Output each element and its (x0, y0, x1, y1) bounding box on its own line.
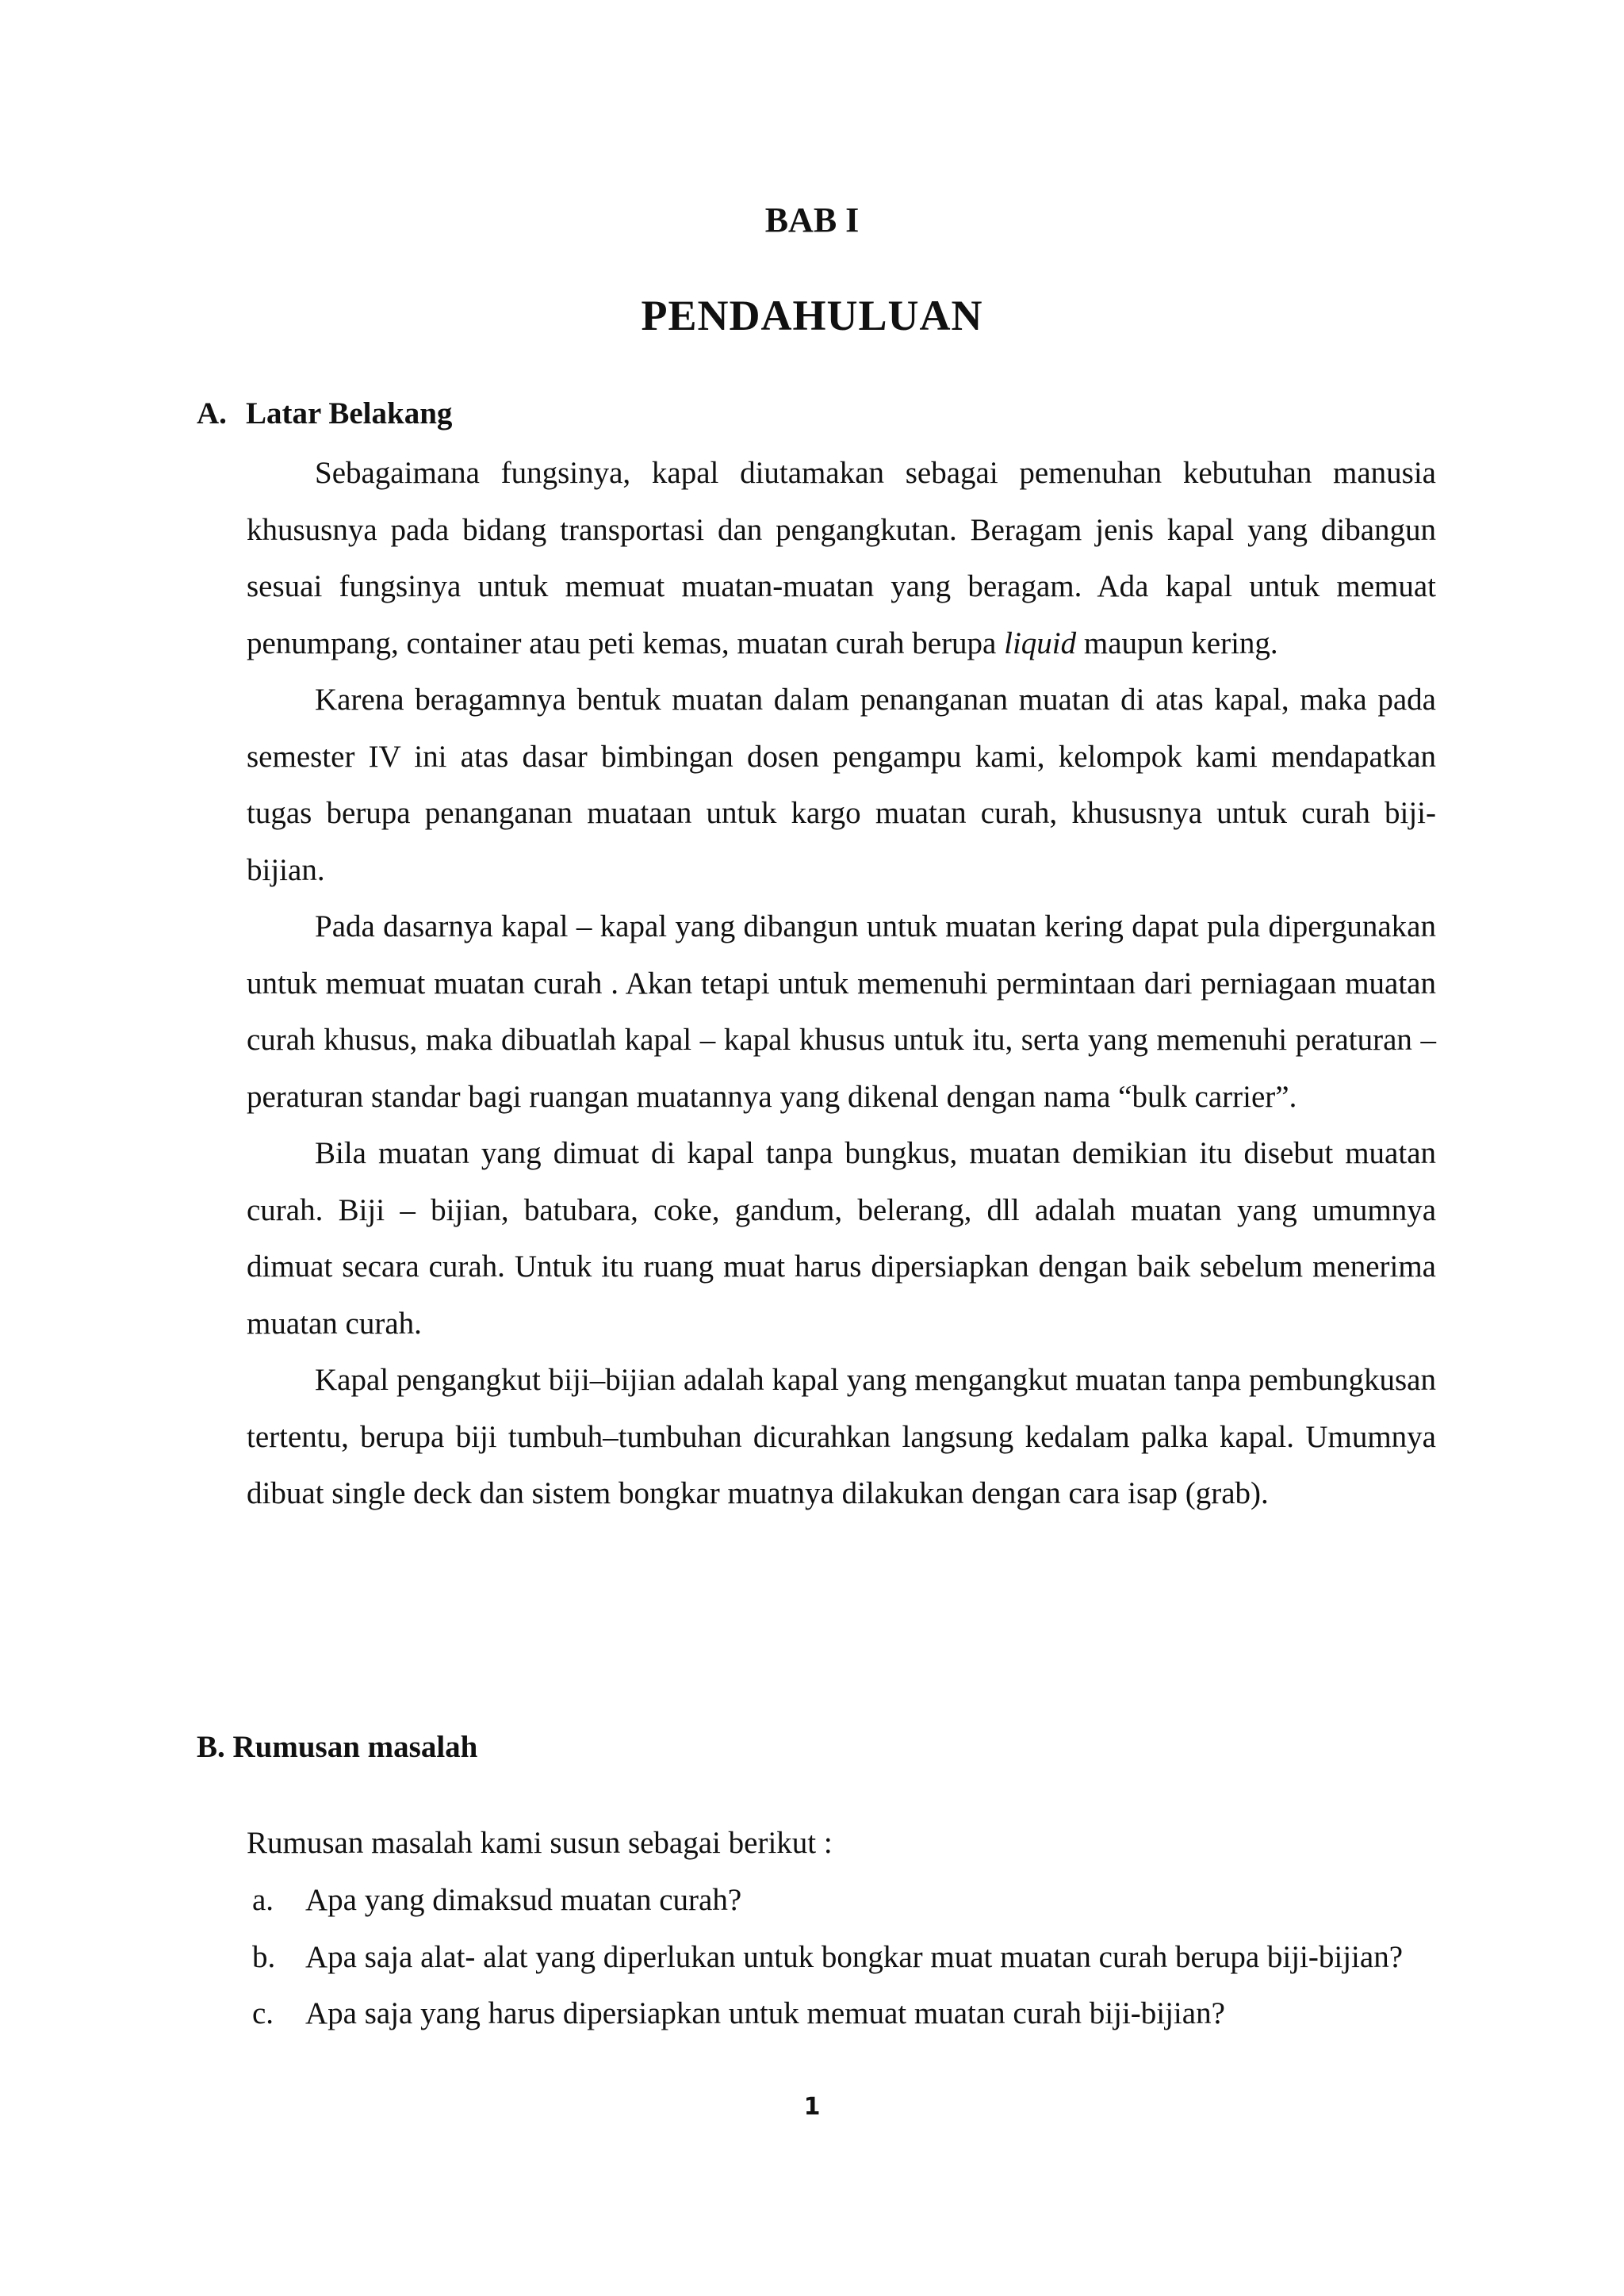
section-a-body (247, 445, 1436, 1522)
paragraph-4: Bila muatan yang dimuat di kapal tanpa bungkus, muatan demikian itu disebut muatan curah. Biji – bijian, batubara, coke, gandum, belerang, dll adalah muatan yang umumnya dimuat secara curah. Untuk itu ruang muat harus dipersiapkan dengan baik sebelum menerima muatan curah. (247, 1136, 1436, 1341)
list-item-text: Apa saja alat- alat yang diperlukan untuk bongkar muat muatan curah berupa biji-bijian? (305, 1939, 1404, 1974)
section-a-title: Latar Belakang (246, 396, 453, 430)
chapter-title: PENDAHULUAN (641, 292, 983, 339)
list-item-marker: c. (252, 1996, 274, 2030)
section-a-heading (197, 393, 452, 434)
paragraph-1-italic-term: liquid (1004, 626, 1077, 660)
problem-list (252, 1872, 1442, 2042)
paragraph-3: Pada dasarnya kapal – kapal yang dibangun untuk muatan kering dapat pula dipergunakan untuk memuat muatan curah . Akan tetapi untuk memenuhi permintaan dari perniagaan muatan curah khusus, maka dibuatlah kapal – kapal khusus untuk itu, serta yang memenuhi peraturan – peraturan standar bagi ruangan muatannya yang dikenal dengan nama “bulk carrier”. (247, 909, 1436, 1114)
list-item (252, 1929, 1442, 1986)
section-a-marker: A. (197, 396, 227, 430)
list-item-text: Apa yang dimaksud muatan curah? (305, 1883, 742, 1917)
section-b-intro: Rumusan masalah kami susun sebagai berikut : (247, 1826, 833, 1860)
paragraph-5: Kapal pengangkut biji–bijian adalah kapal yang mengangkut muatan tanpa pembungkusan tertentu, berupa biji tumbuh–tumbuhan dicurahkan langsung kedalam palka kapal. Umumnya dibuat single deck dan sistem bongkar muatnya dilakukan dengan cara isap (grab). (247, 1363, 1436, 1510)
list-item-text: Apa saja yang harus dipersiapkan untuk memuat muatan curah biji-bijian? (305, 1996, 1225, 2030)
paragraph-1-text-a: Sebagaimana fungsinya, kapal diutamakan sebagai pemenuhan kebutuhan manusia khususnya pada bidang transportasi dan pengangkutan. Beragam jenis kapal yang dibangun sesuai fungsinya untuk memuat muatan-muatan yang beragam. Ada kapal untuk memuat penumpang, container atau peti kemas, muatan curah berupa (247, 456, 1436, 660)
section-b-intro-wrap (247, 1815, 1436, 1872)
list-item (252, 1872, 1442, 1929)
paragraph-1-text-b: maupun kering. (1076, 626, 1278, 660)
chapter-label: BAB I (764, 201, 860, 239)
page-number: 1 (803, 2093, 821, 2121)
section-b-heading: B. Rumusan masalah (197, 1730, 478, 1764)
paragraph-2: Karena beragamnya bentuk muatan dalam penanganan muatan di atas kapal, maka pada semester IV ini atas dasar bimbingan dosen pengampu kami, kelompok kami mendapatkan tugas berupa penanganan muataan untuk kargo muatan curah, khususnya untuk curah biji-bijian. (247, 683, 1436, 887)
list-item-marker: a. (252, 1883, 274, 1917)
list-item (252, 1985, 1442, 2042)
paragraph-1 (247, 445, 1436, 672)
list-item-marker: b. (252, 1939, 276, 1974)
